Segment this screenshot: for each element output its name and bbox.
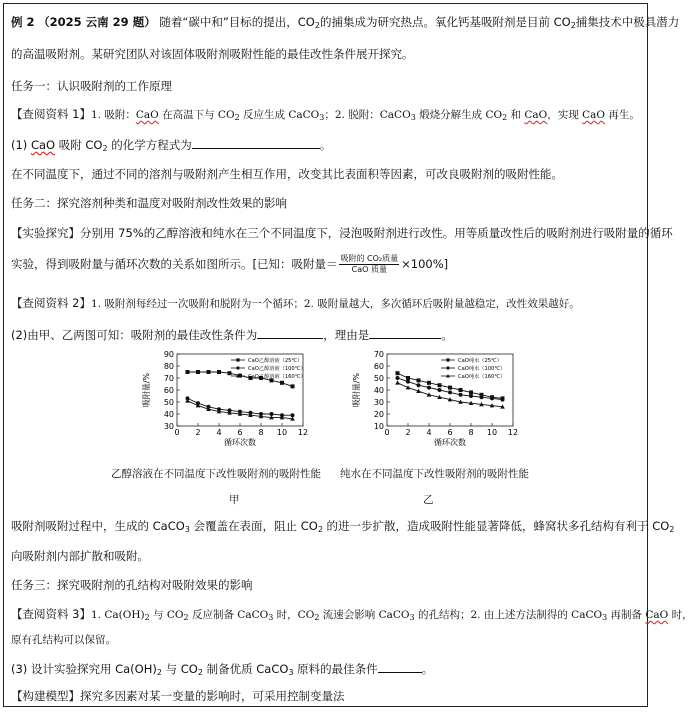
caption-jia: 乙醇溶液在不同温度下改性吸附剂的吸附性能 [111,468,321,480]
q3-text: 。 [421,662,434,676]
chart-yi [349,348,524,452]
exp-label: 【实验探究】 [11,226,80,240]
subscript: 2 [669,525,675,534]
data-point [417,378,421,382]
data-point [396,371,400,375]
subscript: 3 [602,613,608,622]
label-jia: 甲 [229,494,240,506]
info3-text: 再制备 [607,609,646,621]
legend-marker [236,366,239,369]
y-tick-label: 60 [163,386,174,395]
legend-marker [446,366,449,369]
x-tick-label: 6 [447,428,453,437]
info-text: ，实现 [547,109,583,121]
q2-text: (2)由甲、乙两图可知：吸附剂的最佳改性条件为 [11,328,258,342]
data-point [427,386,431,390]
legend-label: CaO纯水（160℃） [458,374,506,381]
info3-line-1 [11,606,693,623]
data-point [291,384,295,388]
info-text: 煅烧分解生成 CO [415,109,503,121]
legend-marker [446,358,449,361]
x-tick-label: 12 [297,428,309,437]
info-cao: CaO [582,109,606,121]
legend-label: CaO纯水（100℃） [458,366,506,373]
data-point [448,390,452,394]
x-axis-label: 循环次数 [224,438,256,447]
info3-text: 时， [668,609,693,621]
label-yi: 乙 [423,494,434,506]
q1-line [11,136,641,153]
exp-line-1 [11,225,673,241]
q3-answer-blank[interactable] [378,660,422,673]
subscript: 2 [234,113,240,122]
q1-text: (1) [11,138,31,152]
data-point [459,388,463,392]
info3-text: 1. Ca(OH) [90,609,145,621]
y-tick-label: 20 [373,410,384,419]
x-tick-label: 0 [384,428,390,437]
y-tick-label: 40 [163,410,174,419]
task3-title: 任务三：探究吸附剂的孔结构对吸附效果的影响 [11,578,253,592]
data-point [186,370,190,374]
subscript: 3 [184,525,190,534]
y-tick-label: 80 [163,362,174,371]
y-tick-label: 70 [163,374,174,383]
q1-text: 吸附 CO [55,138,103,152]
data-point [438,383,442,387]
info-cao: CaO [135,109,159,121]
y-tick-label: 10 [373,422,384,431]
info3-label: 【查阅资料 3】 [11,607,91,621]
q2-line [11,326,641,343]
y-axis-label: 吸附量/% [142,372,151,408]
data-point [459,393,463,397]
info-text: 再生。 [605,109,640,121]
example-label: 例 2 [11,15,35,29]
exp-line-2 [11,254,641,275]
fraction-denominator: CaO 质量 [351,265,387,274]
data-point [469,390,473,394]
explain-line: 在不同温度下，通过不同的溶剂与吸附剂产生相互作用，改变其比表面积等因素，可改良吸附剂的吸附性能。 [11,167,563,181]
q3-text: 原料的最佳条件 [293,662,378,676]
exp-text: 分别用 75%的乙醇溶液和纯水在三个不同温度下，浸泡吸附剂进行改性。用等质量改性后的吸附剂进行吸附量的循环 [80,226,673,240]
y-axis-label: 吸附量/% [352,372,361,408]
q2-text: 。 [441,328,453,342]
model-text: 探究多因素对某一变量的影响时，可采用控制变量法 [80,689,345,703]
legend-marker [236,358,239,361]
intro-text: 的捕集成为研究热点。氧化钙基吸附剂是目前 CO [319,15,571,29]
data-point [217,370,221,374]
subscript: 2 [314,21,320,30]
info3-text: 反应制备 CaCO [188,609,269,621]
y-tick-label: 50 [373,374,384,383]
data-point [480,395,484,399]
x-tick-label: 4 [216,428,222,437]
subscript: 3 [410,113,416,122]
q2-answer-blank-2[interactable] [369,326,441,339]
info-text: 和 [507,109,525,121]
subscript: 2 [102,144,108,153]
data-point [490,396,494,400]
q2-answer-blank-1[interactable] [257,326,323,339]
info-text: 1. 吸附： [90,109,136,121]
plot-frame [387,354,513,426]
q1-answer-blank[interactable] [192,136,320,149]
para-text: 的进一步扩散，造成吸附性能显著降低，蜂窝状多孔结构有利于 CO [322,519,670,533]
data-point [448,386,452,390]
q1-text: 。 [319,138,332,152]
model-line [11,688,641,704]
para-text: 会覆盖在表面，阻止 CO [189,519,318,533]
intro-line-1 [11,14,680,30]
subscript: 2 [314,613,320,622]
x-tick-label: 2 [195,428,201,437]
info3-cao: CaO [645,609,669,621]
para-line-2: 向吸附剂内部扩散和吸附。 [11,549,149,563]
q3-text: (3) 设计实验探究用 Ca(OH) [11,662,157,676]
q1-text: 的化学方程式为 [107,138,192,152]
info-text: ；2. 脱附：CaCO [324,109,411,121]
data-point [406,380,410,384]
y-tick-label: 30 [163,422,174,431]
subscript: 3 [268,613,274,622]
legend-label: CaO纯水（25℃） [458,358,503,365]
task1-title: 任务一：认识吸附剂的工作原理 [11,79,172,93]
adsorption-fraction [339,254,399,275]
subscript: 2 [502,113,508,122]
x-tick-label: 4 [426,428,432,437]
data-point [427,381,431,385]
data-point [396,376,400,380]
x-tick-label: 2 [405,428,411,437]
info-text: 反应生成 CaCO [239,109,320,121]
data-point [280,381,284,385]
para-text: 吸附剂吸附过程中，生成的 CaCO [11,519,185,533]
data-point [469,394,473,398]
subscript: 2 [183,613,189,622]
info-text: 在高温下与 CO [158,109,235,121]
subscript: 2 [570,21,576,30]
x-tick-label: 12 [507,428,519,437]
intro-text: 随着“碳中和”目标的提出，CO [159,15,315,29]
data-point [228,371,232,375]
subscript: 3 [288,668,294,677]
subscript: 3 [409,613,415,622]
y-tick-label: 70 [373,350,384,359]
info1-line [11,106,641,123]
subscript: 2 [156,668,162,677]
legend-label: CaO乙醇溶液（25℃） [248,358,303,365]
exp-text: 实验，得到吸附量与循环次数的关系如图所示。[已知：吸附量＝ [11,257,338,271]
x-tick-label: 6 [237,428,243,437]
info2-line [11,295,641,312]
info3-text: 流速会影响 CaCO [319,609,410,621]
caption-yi: 纯水在不同温度下改性吸附剂的吸附性能 [340,468,529,480]
data-point [196,370,200,374]
source-label: （2025 云南 29 题） [38,15,156,29]
model-label: 【构建模型】 [11,689,80,703]
subscript: 2 [144,613,150,622]
para-line-1 [11,518,675,534]
info-cao: CaO [524,109,548,121]
data-point [501,398,505,402]
fraction-numerator: 吸附的 CO₂质量 [340,254,399,263]
info2-label: 【查阅资料 2】 [11,296,91,310]
subscript: 2 [317,525,323,534]
subscript: 2 [197,668,203,677]
q3-text: 与 CO [161,662,198,676]
subscript: 3 [319,113,325,122]
data-point [207,370,211,374]
info3-text: 与 CO [149,609,184,621]
exp-text: ×100%] [401,257,449,271]
q1-cao: CaO [30,138,56,152]
legend-label: CaO乙醇溶液（160℃） [248,374,306,381]
y-tick-label: 90 [163,350,174,359]
y-tick-label: 50 [163,398,174,407]
x-tick-label: 8 [468,428,474,437]
y-tick-label: 60 [373,362,384,371]
legend-label: CaO乙醇溶液（100℃） [248,366,306,373]
data-point [438,388,442,392]
data-point [395,380,400,384]
y-tick-label: 40 [373,386,384,395]
y-tick-label: 30 [373,398,384,407]
question-card [3,3,693,707]
x-tick-label: 10 [276,428,288,437]
info3-line-2: 原有孔结构可以保留。 [11,634,116,646]
intro-line-2: 的高温吸附剂。某研究团队对该固体吸附剂吸附性能的最佳改性条件展开探究。 [11,47,414,61]
info3-text: 的孔结构；2. 由上述方法制得的 CaCO [414,609,603,621]
info3-text: 时，CO [273,609,315,621]
q2-text: ，理由是 [323,328,370,342]
info2-text: 1. 吸附剂每经过一次吸附和脱附为一个循环；2. 吸附量越大，多次循环后吸附量越稳定，改性效果越好。 [90,298,580,310]
x-tick-label: 8 [258,428,264,437]
data-point [417,383,421,387]
x-axis-label: 循环次数 [434,438,466,447]
task2-title: 任务二：探究溶剂种类和温度对吸附剂改性效果的影响 [11,196,287,210]
q3-text: 制备优质 CaCO [202,662,289,676]
x-tick-label: 10 [486,428,498,437]
q3-line [11,660,641,677]
intro-text: 捕集技术中极具潜力 [575,15,680,29]
x-tick-label: 0 [174,428,180,437]
chart-jia [139,348,314,452]
data-point [406,376,410,380]
info1-label: 【查阅资料 1】 [11,107,91,121]
